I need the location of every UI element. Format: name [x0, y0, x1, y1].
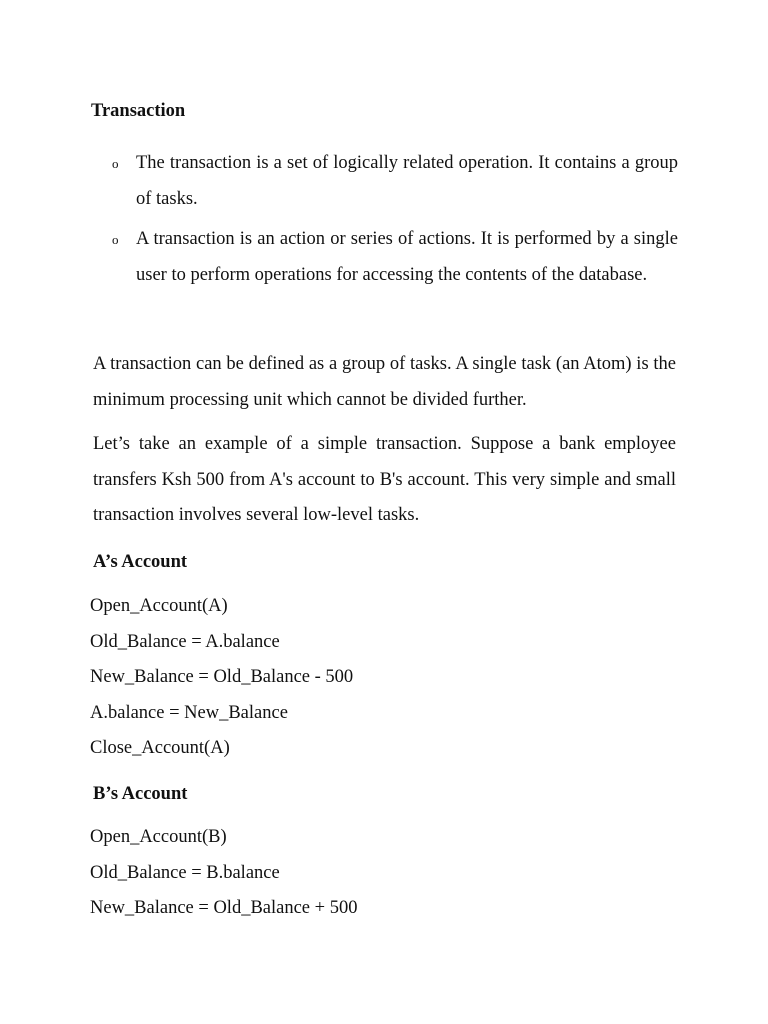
- list-item: Old_Balance = B.balance: [90, 862, 280, 883]
- list-item: New_Balance = Old_Balance + 500: [90, 898, 358, 918]
- bullet-text: The transaction is a set of logically related operation. It contains a group of tasks.: [136, 153, 678, 209]
- list-item: Close_Account(A): [90, 738, 230, 758]
- paragraph-example: Let’s take an example of a simple transaction. Suppose a bank employee transfers Ksh 500 from A's account to B's account. This very simple and small transaction involves several low-level tasks.: [93, 434, 676, 525]
- list-item: [112, 222, 678, 293]
- b-account-steps: [90, 820, 690, 927]
- bullet-text: A transaction is an action or series of actions. It is performed by a single user to perform operations for accessing the contents of the database.: [136, 229, 678, 285]
- list-item: A.balance = New_Balance: [90, 702, 288, 723]
- list-item: [112, 146, 678, 217]
- a-account-heading: A’s Account: [93, 552, 188, 572]
- bullet-list: [112, 146, 678, 298]
- list-item: Open_Account(A): [90, 596, 228, 616]
- list-item: Open_Account(B): [90, 827, 227, 847]
- a-account-steps: [90, 589, 690, 767]
- paragraph-definition: A transaction can be defined as a group of tasks. A single task (an Atom) is the minimum processing unit which cannot be divided further.: [93, 354, 676, 410]
- bullet-circle-icon: o: [112, 232, 119, 247]
- b-account-heading: B’s Account: [93, 784, 188, 804]
- list-item: New_Balance = Old_Balance - 500: [90, 667, 354, 687]
- list-item: Old_Balance = A.balance: [90, 631, 280, 652]
- page-title: Transaction: [91, 101, 186, 121]
- bullet-circle-icon: o: [112, 156, 119, 171]
